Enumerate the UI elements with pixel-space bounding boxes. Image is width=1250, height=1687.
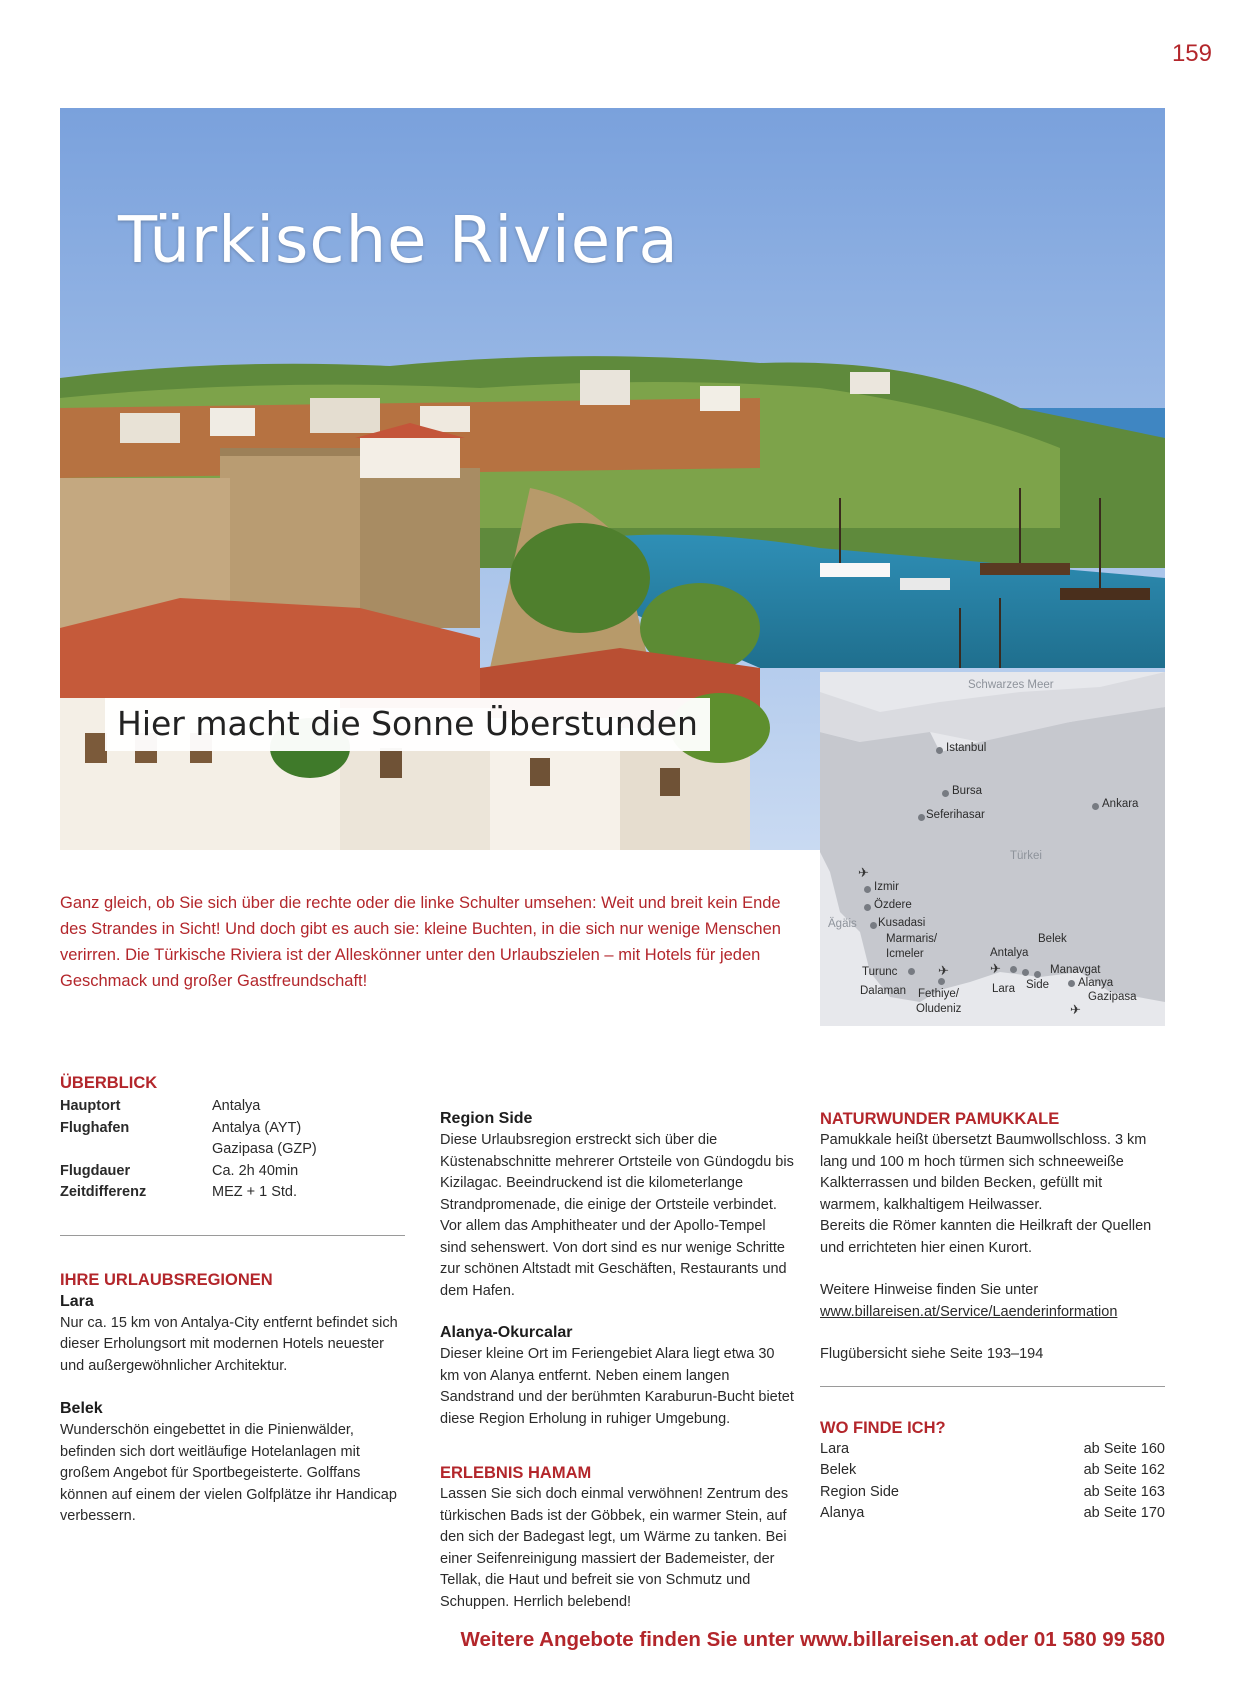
where-name: Region Side [820, 1483, 899, 1500]
map-marker [1092, 803, 1099, 810]
map-label-manavgat: Manavgat [1050, 964, 1101, 976]
pamukkale-heading: NATURWUNDER PAMUKKALE [820, 1110, 1060, 1128]
list-item [820, 1482, 1165, 1504]
map-label-icmeler: Icmeler [886, 948, 924, 960]
map-label-bursa: Bursa [952, 785, 983, 797]
map-label-gazipasa: Gazipasa [1088, 991, 1137, 1003]
map-label-izmir: Izmir [874, 881, 899, 893]
fact-value: Antalya [212, 1098, 261, 1114]
region-belek-text: Wunderschön eingebettet in die Pinienwälder, befinden sich dort weitläufige Hotelanlagen mit großem Angebot für Sportbegeisterte. Golffans können auf einem der vielen Golfplätze ihr Handicap verbessern. [60, 1422, 397, 1524]
column-middle [440, 1108, 795, 1613]
airport-icon: ✈ [938, 963, 949, 978]
map-label-seferihasar: Seferihasar [926, 809, 985, 821]
country-info-link[interactable]: www.billareisen.at/Service/Laenderinformation [820, 1303, 1118, 1320]
fact-value: Antalya (AYT) [212, 1119, 302, 1136]
region-side-text: Diese Urlaubsregion erstreckt sich über die Küstenabschnitte mehrerer Ortsteile von Gündogdu bis Kizilagac. Beeindruckend ist die kilometerlange Strandpromenade, die einige der Ortsteile verbindet. Vor allem das Amphitheater und der Apollo-Tempel sind sehenswert. Von dort sind es nur wenige Schritte zur schönen Altstadt mit Geschäften, Restaurants und dem Hafen. [440, 1132, 794, 1299]
map-marker [942, 790, 949, 797]
fact-key: Hauptort [60, 1098, 121, 1114]
fact-value: Gazipasa (GZP) [212, 1141, 317, 1157]
map-marker [1034, 971, 1041, 978]
where-name: Alanya [820, 1505, 865, 1521]
region-map [820, 672, 1165, 1026]
airport-icon: ✈ [990, 961, 1001, 976]
map-marker [1010, 966, 1017, 973]
flight-overview-note: Flugübersicht siehe Seite 193–194 [820, 1346, 1044, 1362]
map-label-turunc: Turunc [862, 966, 898, 978]
map-marker [918, 814, 925, 821]
region-side-title: Region Side [440, 1110, 533, 1127]
page-title: Türkische Riviera [118, 204, 679, 278]
region-alanya-text: Dieser kleine Ort im Feriengebiet Alara liegt etwa 30 km von Alanya entfernt. Neben einem langen Sandstrand und der berühmten Karaburun-Bucht bietet diese Region Erholung in ruhiger Umgebung. [440, 1346, 794, 1427]
fact-value: Ca. 2h 40min [212, 1162, 299, 1179]
fact-key: Zeitdifferenz [60, 1184, 147, 1200]
map-marker [864, 886, 871, 893]
fact-value: MEZ + 1 Std. [212, 1184, 298, 1200]
map-label-sea-aegean: Ägäis [828, 918, 857, 930]
map-marker [870, 922, 877, 929]
where-page: ab Seite 160 [1083, 1440, 1165, 1457]
list-item [820, 1503, 1165, 1525]
region-lara-title: Lara [60, 1292, 94, 1310]
airport-icon: ✈ [858, 865, 869, 880]
where-name: Lara [820, 1440, 850, 1457]
divider [820, 1386, 1165, 1387]
map-label-istanbul: Istanbul [946, 742, 987, 754]
region-lara-text: Nur ca. 15 km von Antalya-City entfernt befindet sich dieser Erholungsort mit modernen Hotels neuester und außergewöhnlicher Architektur. [60, 1314, 398, 1374]
fact-key [60, 1139, 212, 1161]
map-label-antalya: Antalya [990, 947, 1029, 959]
map-label-alanya: Alanya [1078, 977, 1114, 989]
map-label-lara: Lara [992, 983, 1016, 995]
map-label-kusadasi: Kusadasi [878, 917, 926, 929]
pamukkale-text: Pamukkale heißt übersetzt Baumwollschloss. 3 km lang und 100 m hoch türmen sich schneeweiße Kalkterrassen und bilden Becken, gefüllt mit warmem, kalkhaltigem Heilwasser. [820, 1132, 1147, 1213]
hamam-heading: ERLEBNIS HAMAM [440, 1464, 592, 1482]
where-heading: WO FINDE ICH? [820, 1418, 946, 1437]
map-label-side: Side [1026, 979, 1050, 991]
page-number: 159 [1171, 40, 1212, 67]
overview-facts [60, 1096, 405, 1204]
divider [60, 1235, 405, 1236]
map-label-oludeniz: Oludeniz [916, 1003, 962, 1015]
column-right [820, 1108, 1165, 1525]
map-label-oezdere: Özdere [874, 899, 912, 911]
list-item [820, 1439, 1165, 1461]
fact-key: Flugdauer [60, 1162, 131, 1179]
map-label-dalaman: Dalaman [860, 985, 907, 997]
regions-heading: IHRE URLAUBSREGIONEN [60, 1270, 273, 1289]
map-marker [1068, 980, 1075, 987]
where-page: ab Seite 170 [1083, 1505, 1165, 1521]
footer-contact: Weitere Angebote finden Sie unter www.billareisen.at oder 01 580 99 580 [460, 1628, 1165, 1651]
region-belek-title: Belek [60, 1400, 103, 1417]
map-label-fethiye: Fethiye/ [918, 988, 959, 1000]
map-marker [938, 978, 945, 985]
column-left [60, 1072, 405, 1528]
map-label-marmaris: Marmaris/ [886, 933, 938, 945]
map-marker [1022, 969, 1029, 976]
fact-key: Flughafen [60, 1119, 130, 1136]
where-page: ab Seite 163 [1083, 1483, 1165, 1500]
hamam-text: Lassen Sie sich doch einmal verwöhnen! Zentrum des türkischen Bads ist der Göbbek, ein warmer Stein, auf den sich der Badegast legt, um Wärme zu tanken. Bei einer Seifenreinigung massiert der Bademeister, der Tellak, die Haut und befreit sie von Schmutz und Schuppen. Herrlich belebend! [440, 1486, 789, 1610]
where-page: ab Seite 162 [1083, 1462, 1165, 1478]
airport-icon: ✈ [1070, 1002, 1081, 1017]
more-info-label: Weitere Hinweise finden Sie unter [820, 1282, 1039, 1298]
map-marker [908, 968, 915, 975]
region-alanya-title: Alanya-Okurcalar [440, 1324, 573, 1341]
map-label-belek: Belek [1038, 933, 1067, 945]
list-item [820, 1460, 1165, 1482]
page-subtitle: Hier macht die Sonne Überstunden [105, 698, 710, 751]
map-marker [864, 904, 871, 911]
where-list [820, 1439, 1165, 1525]
map-marker [936, 747, 943, 754]
map-label-sea: Schwarzes Meer [968, 679, 1054, 691]
where-name: Belek [820, 1462, 857, 1478]
map-label-ankara: Ankara [1102, 798, 1139, 810]
overview-heading: ÜBERBLICK [60, 1074, 158, 1092]
pamukkale-text-2: Bereits die Römer kannten die Heilkraft der Quellen und errichteten hier einen Kurort. [820, 1218, 1152, 1256]
intro-text: Ganz gleich, ob Sie sich über die rechte oder die linke Schulter umsehen: Weit und breit kein Ende des Strandes in Sicht! Und doch gibt es auch sie: kleine Buchten, in die sich nur wenige Menschen verirren. Die Türkische Riviera ist der Alleskönner unter den Urlaubszielen – mit Hotels für jeden Geschmack und großer Gastfreundschaft! [60, 894, 781, 990]
map-label-country: Türkei [1010, 850, 1042, 862]
